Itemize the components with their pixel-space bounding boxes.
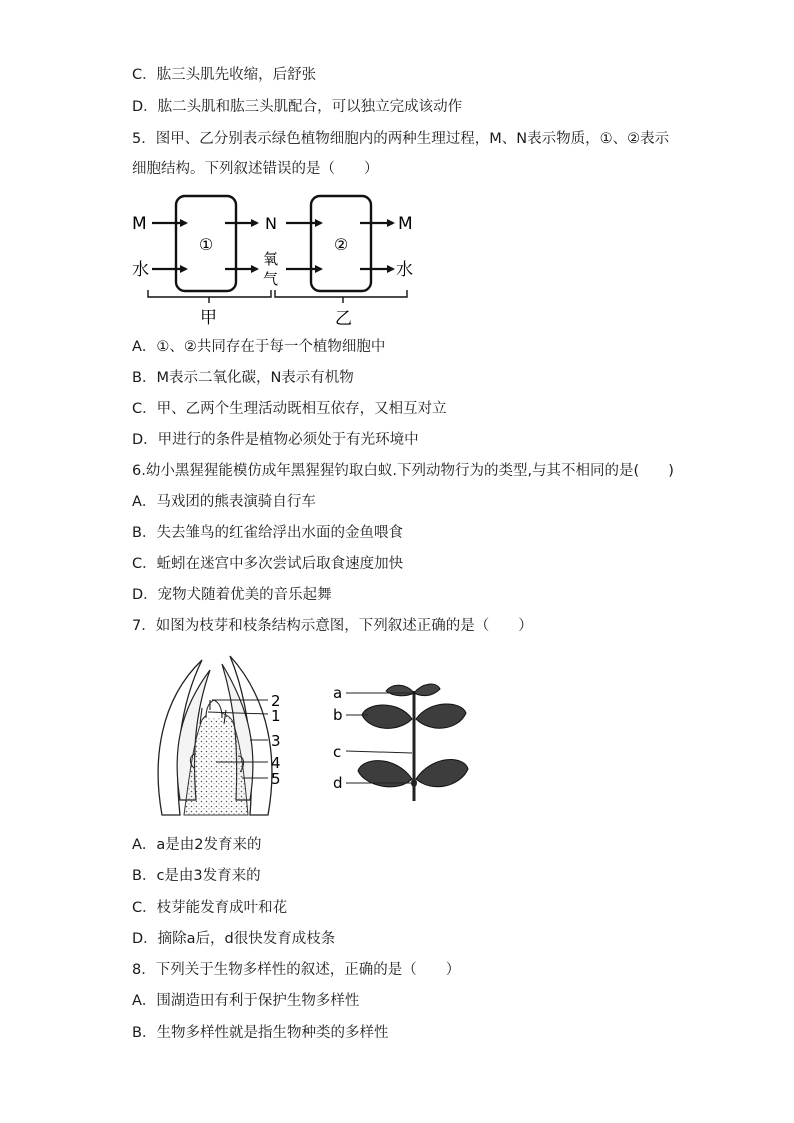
label-jia: 甲 (200, 308, 217, 328)
q5-option-c: C．甲、乙两个生理活动既相互依存，又相互对立 (132, 401, 447, 417)
bud-label-1: 1 (271, 707, 281, 725)
q6-option-c: C．蚯蚓在迷宫中多次尝试后取食速度加快 (132, 556, 404, 572)
q6-option-d: D．宠物犬随着优美的音乐起舞 (132, 587, 332, 603)
branch-label-b: b (333, 706, 343, 724)
leader-c (346, 751, 412, 753)
output-n-label: N (265, 214, 277, 233)
q6-option-b: B．失去雏鸟的红雀给浮出水面的金鱼喂食 (132, 525, 403, 541)
apical-leaf-left (386, 685, 414, 696)
middle-leaf-right (416, 704, 466, 728)
output-oxygen-char2: 气 (263, 270, 279, 288)
bud-structure-diagram (150, 650, 295, 820)
bud-label-5: 5 (271, 770, 281, 788)
branch-label-a: a (333, 684, 343, 702)
q7-option-a: A．a是由2发育来的 (132, 837, 262, 853)
q8-option-b: B．生物多样性就是指生物种类的多样性 (132, 1025, 389, 1041)
structure-1-label: ① (198, 235, 214, 254)
q6-stem: 6.幼小黑猩猩能模仿成年黑猩猩钓取白蚁.下列动物行为的类型,与其不相同的是( ) (132, 463, 674, 479)
output-water-label: 水 (396, 260, 413, 280)
bud-label-3: 3 (271, 732, 281, 750)
q5-option-b: B．M表示二氧化碳，N表示有机物 (132, 370, 354, 386)
q7-option-d: D．摘除a后，d很快发育成枝条 (132, 931, 336, 947)
apical-leaf-right (414, 684, 440, 696)
q6-option-a: A．马戏团的熊表演骑自行车 (132, 494, 316, 510)
output-oxygen-char1: 氧 (263, 250, 279, 268)
input-m-label: M (132, 214, 147, 234)
structure-2-label: ② (333, 235, 349, 254)
bud-label-4: 4 (271, 754, 281, 772)
bud-growth-cone (206, 700, 222, 718)
branch-label-d: d (333, 774, 343, 792)
q8-option-a: A．围湖造田有利于保护生物多样性 (132, 993, 360, 1009)
input-water-label: 水 (132, 260, 149, 280)
bud-label-2: 2 (271, 692, 281, 710)
q7-option-b: B．c是由3发育来的 (132, 868, 261, 884)
q4-option-d: D．肱二头肌和肱三头肌配合，可以独立完成该动作 (132, 99, 463, 115)
q7-stem: 7．如图为枝芽和枝条结构示意图，下列叙述正确的是（ ） (132, 618, 533, 634)
q5-process-diagram (128, 190, 428, 330)
q5-option-d: D．甲进行的条件是植物必须处于有光环境中 (132, 432, 419, 448)
q4-option-c: C．肱三头肌先收缩，后舒张 (132, 67, 317, 83)
q5-option-a: A．①、②共同存在于每一个植物细胞中 (132, 339, 386, 355)
q8-stem: 8．下列关于生物多样性的叙述，正确的是（ ） (132, 962, 461, 978)
branch-label-c: c (333, 743, 342, 761)
q5-stem-line2: 细胞结构。下列叙述错误的是（ ） (132, 161, 379, 177)
bottom-leaf-right (416, 760, 468, 787)
branch-structure-diagram (328, 675, 478, 810)
output-m-label: M (398, 214, 413, 234)
q5-stem-line1: 5．图甲、乙分别表示绿色植物细胞内的两种生理过程，M、N表示物质，①、②表示 (132, 131, 670, 147)
q7-option-c: C．枝芽能发育成叶和花 (132, 900, 288, 916)
label-yi: 乙 (335, 309, 352, 329)
middle-leaf-left (362, 705, 412, 728)
